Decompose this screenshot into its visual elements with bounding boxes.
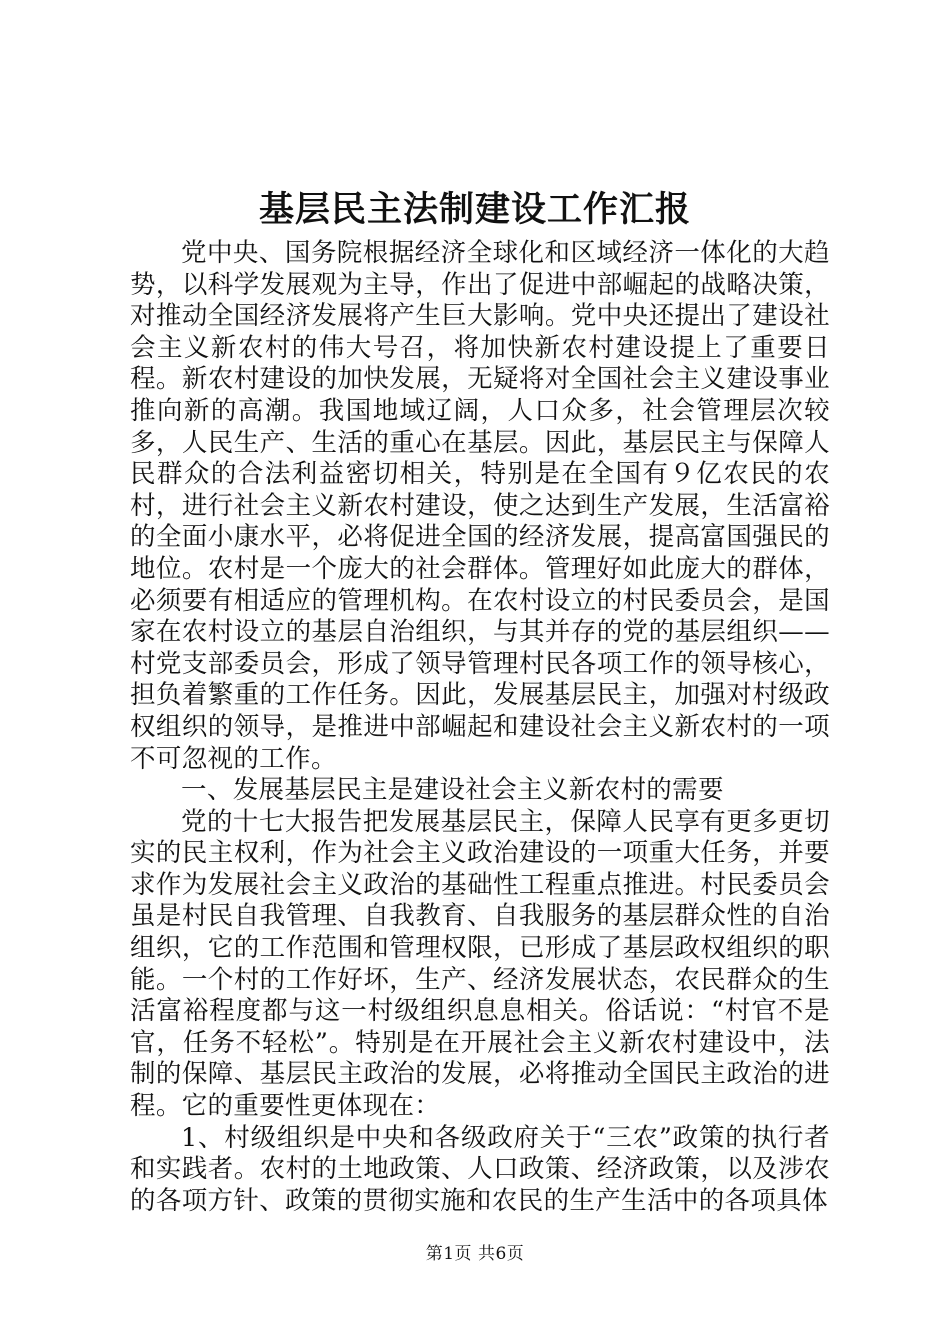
document-title: 基层民主法制建设工作汇报 xyxy=(258,189,691,230)
section-heading-1: 一、发展基层民主是建设社会主义新农村的需要 xyxy=(181,775,724,806)
paragraph-section-1: 党的十七大报告把发展基层民主，保障人民享有更多更切实的民主权利，作为社会主义政治建设的一项重大任务，并要求作为发展社会主义政治的基础性工程重点推进。村民委员会虽是村民自我管理、自我教育、自我服务的基层群众性的自治组织，它的工作范围和管理权限，已形成了基层政权组织的职能。一个村的工作好坏，生产、经济发展状态，农民群众的生活富裕程度都与这一村级组织息息相关。俗话说：“村官不是官，任务不轻松”。特别是在开展社会主义新农村建设中，法制的保障、基层民主政治的发展，必将推动全国民主政治的进程。它的重要性更体现在： xyxy=(130,806,830,1122)
document-body xyxy=(130,238,830,1217)
paragraph-item-1: 1、村级组织是中央和各级政府关于“三农”政策的执行者和实践者。农村的土地政策、人口政策、经济政策，以及涉农的各项方针、政策的贯彻实施和农民的生产生活中的各项具体 xyxy=(130,1122,830,1216)
paragraph-intro: 党中央、国务院根据经济全球化和区域经济一体化的大趋势，以科学发展观为主导，作出了促进中部崛起的战略决策，对推动全国经济发展将产生巨大影响。党中央还提出了建设社会主义新农村的伟大号召，将加快新农村建设提上了重要日程。新农村建设的加快发展，无疑将对全国社会主义建设事业推向新的高潮。我国地域辽阔，人口众多，社会管理层次较多，人民生产、生活的重心在基层。因此，基层民主与保障人民群众的合法利益密切相关，特别是在全国有９亿农民的农村，进行社会主义新农村建设，使之达到生产发展，生活富裕的全面小康水平，必将促进全国的经济发展，提高富国强民的地位。农村是一个庞大的社会群体。管理好如此庞大的群体，必须要有相适应的管理机构。在农村设立的村民委员会，是国家在农村设立的基层自治组织，与其并存的党的基层组织——村党支部委员会，形成了领导管理村民各项工作的领导核心，担负着繁重的工作任务。因此，发展基层民主，加强对村级政权组织的领导，是推进中部崛起和建设社会主义新农村的一项不可忽视的工作。 xyxy=(130,238,830,774)
page-number-footer: 第1页 共6页 xyxy=(425,1244,525,1264)
